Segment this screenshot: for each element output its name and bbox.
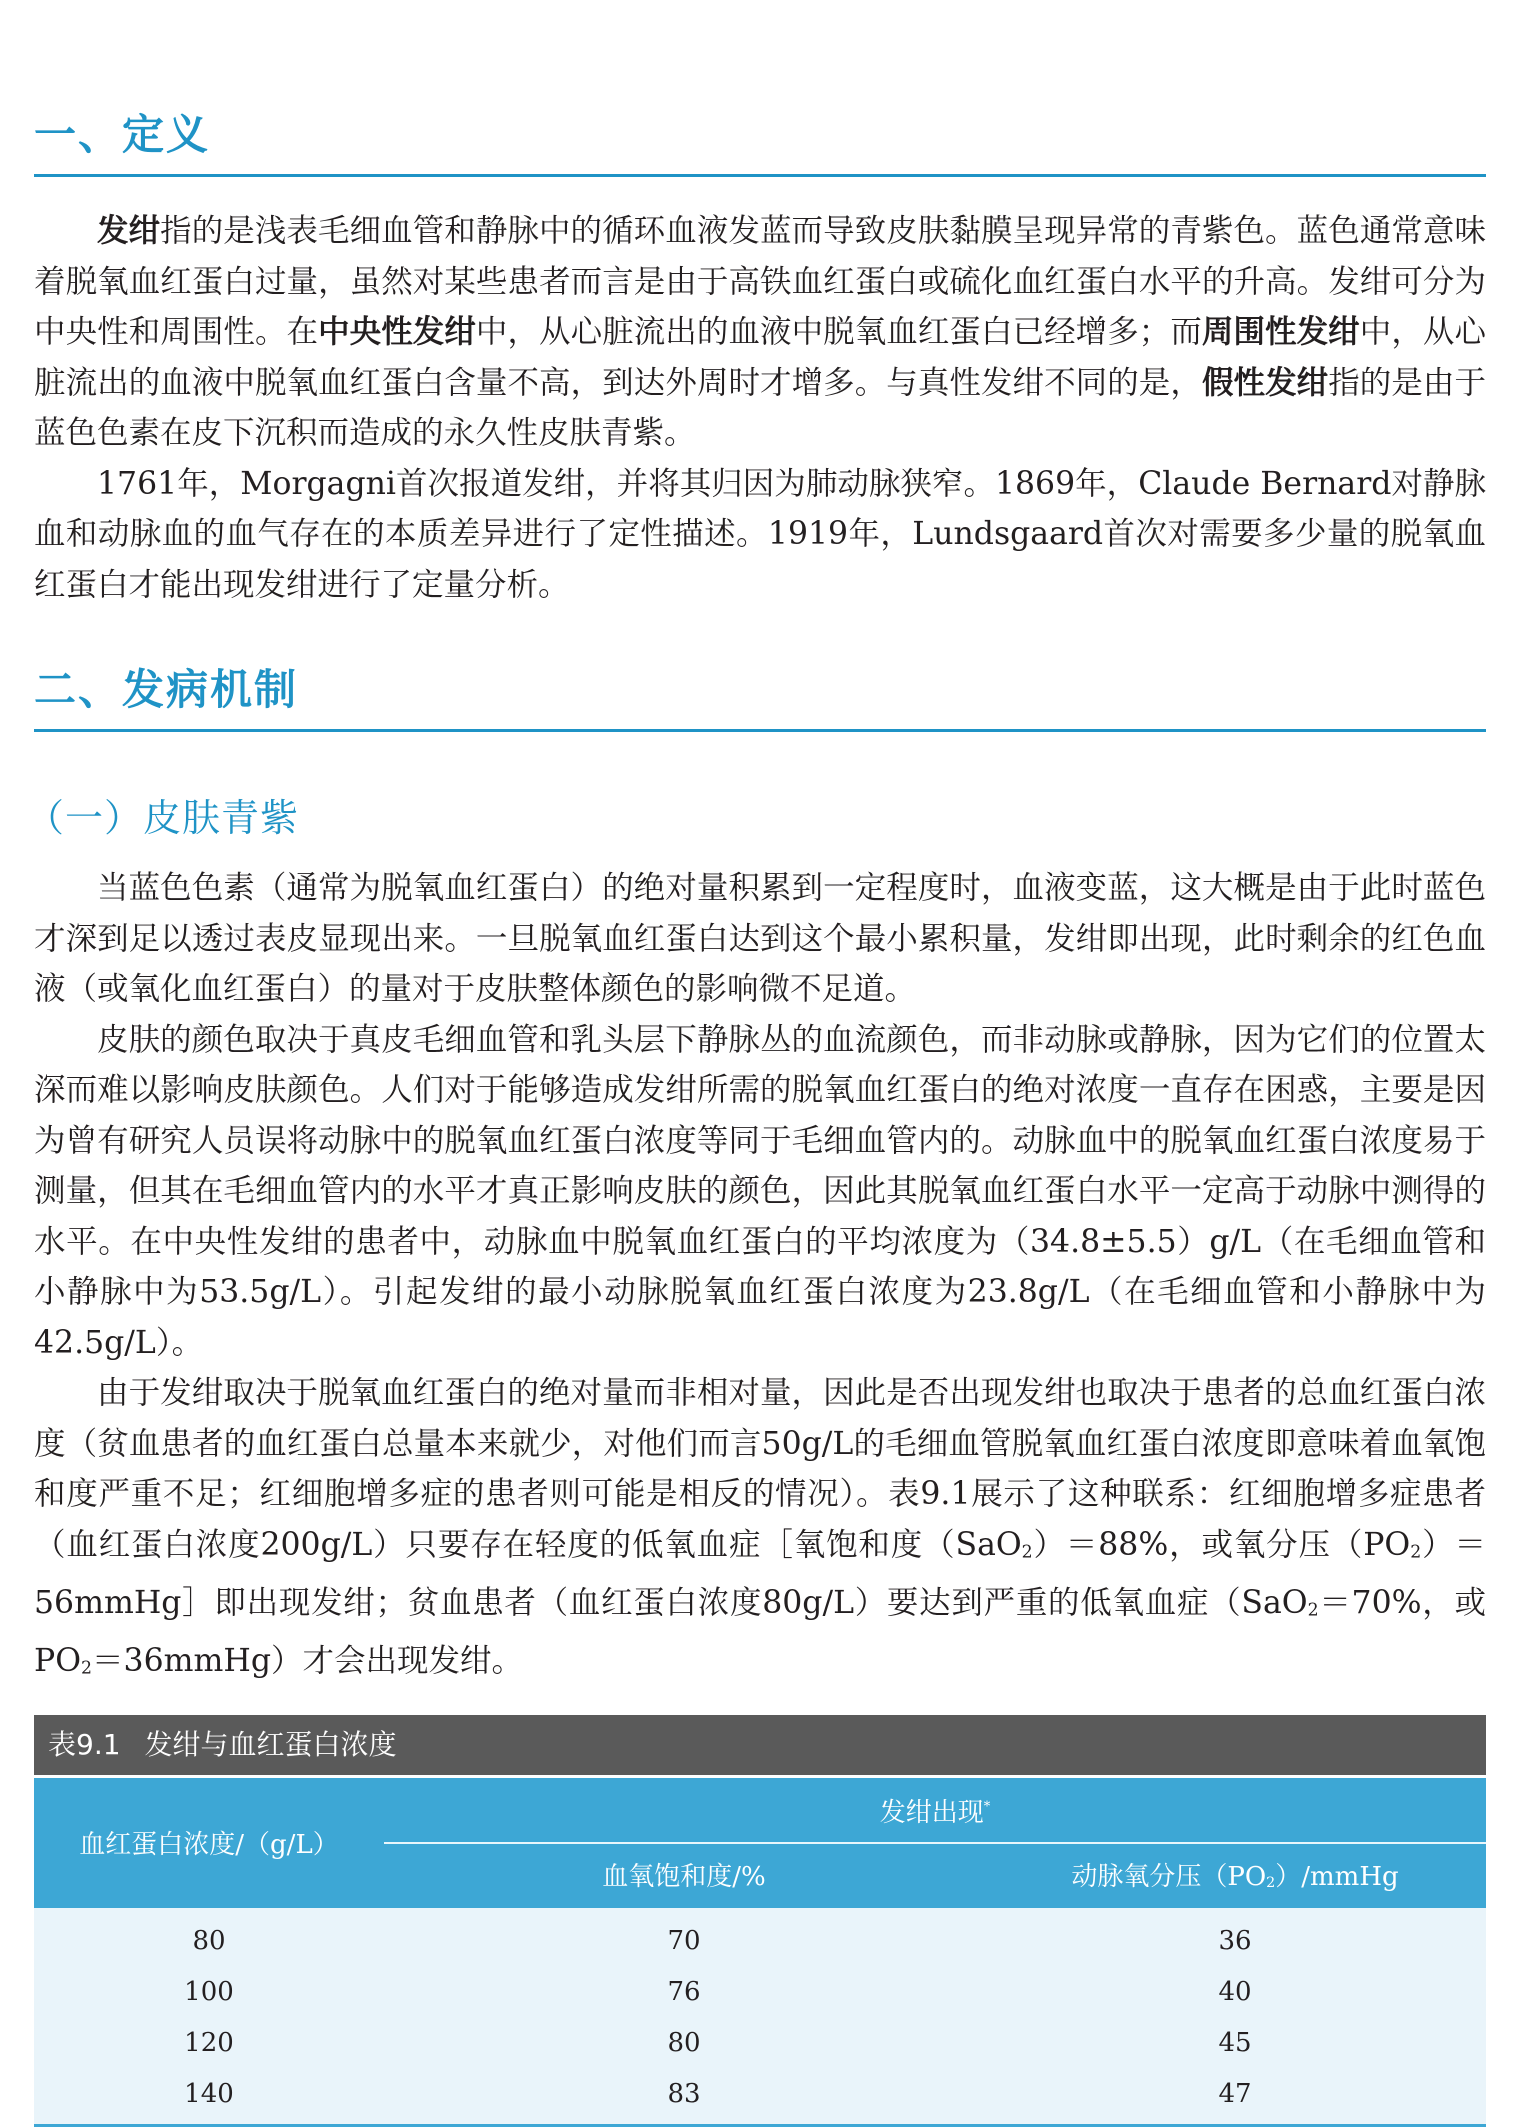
paragraph: 当蓝色色素（通常为脱氧血红蛋白）的绝对量积累到一定程度时，血液变蓝，这大概是由于此时蓝色才深到足以透过表皮显现出来。一旦脱氧血红蛋白达到这个最小累积量，发绀即出现，此时剩余的红色血液（或氧化血红蛋白）的量对于皮肤整体颜色的影响微不足道。 <box>34 870 1486 1007</box>
heading-rule <box>34 174 1486 177</box>
table-cell: 80 <box>192 1926 226 1956</box>
subsection-heading: （一）皮肤青紫 <box>26 796 300 840</box>
table-cell: 140 <box>184 2079 234 2109</box>
term-bold: 周围性发绀 <box>1201 314 1360 350</box>
column-header-po2: 动脉氧分压（PO2）/mmHg <box>1071 1862 1399 1892</box>
section-mechanism <box>34 665 1486 732</box>
table-cell: 40 <box>1218 1977 1252 2007</box>
column-header-hemoglobin: 血红蛋白浓度/（g/L） <box>79 1830 339 1860</box>
term-bold: 中央性发绀 <box>318 314 476 350</box>
table-cell: 76 <box>667 1977 701 2007</box>
column-group-header: 发绀出现* <box>879 1798 991 1828</box>
data-table <box>34 1715 1486 2127</box>
table-cell: 120 <box>184 2028 234 2058</box>
paragraph: 1761年，Morgagni首次报道发绀，并将其归因为肺动脉狭窄。1869年，Claude Bernard对静脉血和动脉血的血气存在的本质差异进行了定性描述。1919年，Lundsgaard首次对需要多少量的脱氧血红蛋白才能出现发绀进行了定量分析。 <box>34 465 1486 603</box>
column-header-saturation: 血氧饱和度/% <box>602 1862 766 1892</box>
definition-body <box>34 206 1486 610</box>
table-cell: 83 <box>667 2079 701 2109</box>
heading-rule <box>34 729 1486 732</box>
table-cell: 36 <box>1218 1926 1252 1956</box>
table-number: 表9.1 <box>48 1728 121 1761</box>
table-row <box>34 1967 1486 2018</box>
table-cell: 70 <box>667 1926 701 1956</box>
term-bold: 假性发绀 <box>1201 364 1329 401</box>
table-cell: 45 <box>1218 2028 1252 2058</box>
section-definition <box>34 110 1486 177</box>
table-header <box>34 1775 1486 1908</box>
paragraph: 发绀指的是浅表毛细血管和静脉中的循环血液发蓝而导致皮肤黏膜呈现异常的青紫色。蓝色通常意味着脱氧血红蛋白过量，虽然对某些患者而言是由于高铁血红蛋白或硫化血红蛋白水平的升高。发绀可分为中央性和周围性。在中央性发绀中，从心脏流出的血液中脱氧血红蛋白已经增多；而周围性发绀中，从心脏流出的血液中脱氧血红蛋白含量不高，到达外周时才增多。与真性发绀不同的是，假性发绀指的是由于蓝色色素在皮下沉积而造成的永久性皮肤青紫。 <box>34 213 1486 451</box>
section-heading: 一、定义 <box>34 110 211 159</box>
header-divider <box>384 1842 1486 1844</box>
table-cell: 47 <box>1218 2079 1252 2109</box>
table-row <box>34 1916 1486 1967</box>
subsection-heading-wrap <box>26 795 1478 841</box>
table-cell: 80 <box>667 2028 701 2058</box>
table-body <box>34 1908 1486 2124</box>
table-caption <box>34 1715 1486 1775</box>
table-cell: 100 <box>184 1977 234 2007</box>
paragraph: 由于发绀取决于脱氧血红蛋白的绝对量而非相对量，因此是否出现发绀也取决于患者的总血红蛋白浓度（贫血患者的血红蛋白总量本来就少，对他们而言50g/L的毛细血管脱氧血红蛋白浓度即意味着血氧饱和度严重不足；红细胞增多症的患者则可能是相反的情况）。表9.1展示了这种联系：红细胞增多症患者（血红蛋白浓度200g/L）只要存在轻度的低氧血症［氧饱和度（SaO2）＝88%，或氧分压（PO2）＝56mmHg］即出现发绀；贫血患者（血红蛋白浓度80g/L）要达到严重的低氧血症（SaO2＝70%，或PO2＝36mmHg）才会出现发绀。 <box>34 1375 1487 1679</box>
table-row <box>34 2018 1486 2069</box>
paragraph: 皮肤的颜色取决于真皮毛细血管和乳头层下静脉丛的血流颜色，而非动脉或静脉，因为它们的位置太深而难以影响皮肤颜色。人们对于能够造成发绀所需的脱氧血红蛋白的绝对浓度一直存在困惑，主要是因为曾有研究人员误将动脉中的脱氧血红蛋白浓度等同于毛细血管内的。动脉血中的脱氧血红蛋白浓度易于测量，但其在毛细血管内的水平才真正影响皮肤的颜色，因此其脱氧血红蛋白水平一定高于动脉中测得的水平。在中央性发绀的患者中，动脉血中脱氧血红蛋白的平均浓度为（34.8±5.5）g/L（在毛细血管和小静脉中为53.5g/L）。引起发绀的最小动脉脱氧血红蛋白浓度为23.8g/L（在毛细血管和小静脉中为42.5g/L）。 <box>34 1021 1486 1361</box>
section-heading: 二、发病机制 <box>34 665 299 714</box>
term-bold: 发绀 <box>97 213 161 249</box>
table-title: 发绀与血红蛋白浓度 <box>144 1728 397 1761</box>
mechanism-body <box>34 863 1486 1694</box>
table-row <box>34 2069 1486 2120</box>
